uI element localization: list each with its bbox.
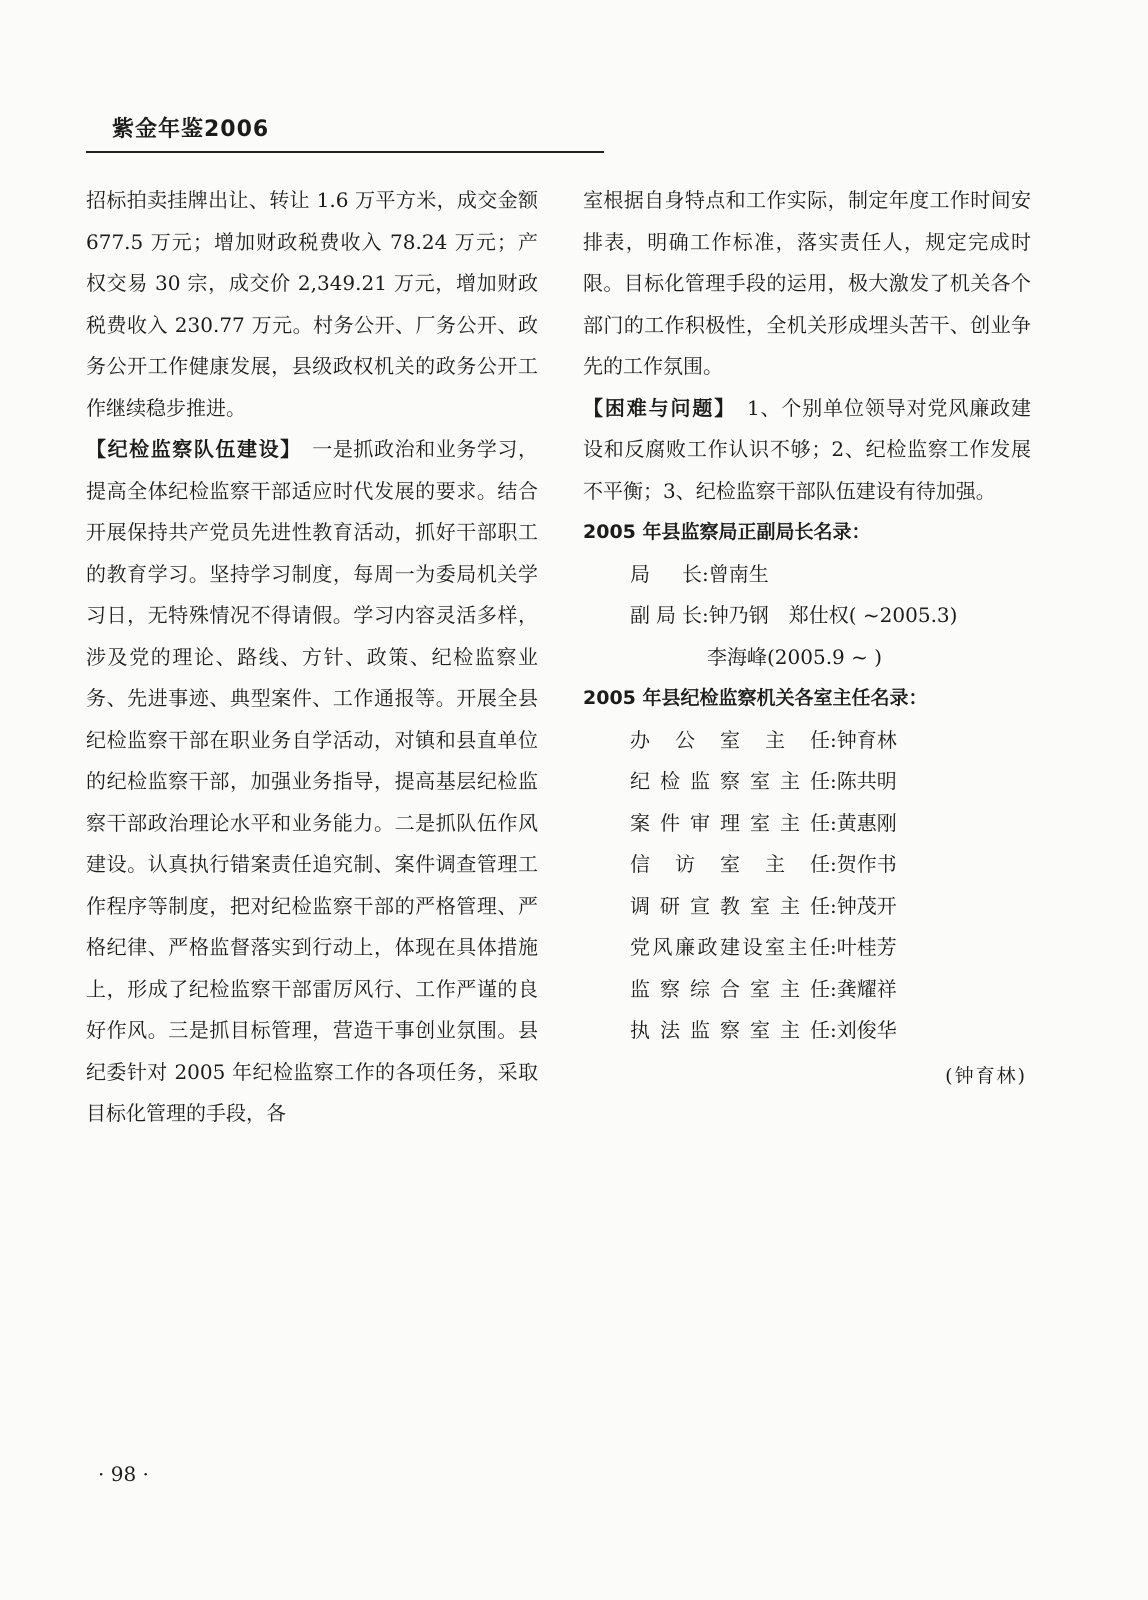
list-item (583, 595, 1031, 637)
role-label: 执法监察室主任 (630, 1018, 830, 1042)
paragraph: 室根据自身特点和工作实际，制定年度工作时间安排表，明确工作标准，落实责任人，规定完成时限。目标化管理手段的运用，极大激发了机关各个部门的工作积极性，全机关形成埋头苦干、创业争先的工作氛围。 (583, 188, 1031, 378)
role-label: 信访室主任 (630, 852, 830, 876)
list-item-continued (583, 637, 1031, 679)
list-item: 信访室主任 : 贺作书 (583, 844, 1031, 886)
person-names: 李海峰(2005.9 ~ ) (707, 644, 883, 669)
role-sep: : (702, 561, 709, 586)
person-names: 钟乃钢 郑仕权( ~2005.3) (708, 603, 958, 627)
list-item: 执法监察室主任 : 刘俊华 (583, 1010, 1031, 1052)
role-label: 党风廉政建设室主任 (630, 935, 830, 959)
list-item: 监察综合室主任 : 龚耀祥 (583, 969, 1031, 1011)
section-body: 一是抓政治和业务学习，提高全体纪检监察干部适应时代发展的要求。结合开展保持共产党员先进性教育活动，抓好干部职工的教育学习。坚持学习制度，每周一为委局机关学习日，无特殊情况不得请假。学习内容灵活多样，涉及党的理论、路线、方针、政策、纪检监察业务、先进事迹、典型案件、工作通报等。开展全县纪检监察干部在职业务自学活动，对镇和县直单位的纪检监察干部，加强业务指导，提高基层纪检监察干部政治理论水平和业务能力。二是抓队伍作风建设。认真执行错案责任追究制、案件调查管理工作程序等制度，把对纪检监察干部的严格管理、严格纪律、严格监督落实到行动上，体现在具体措施上，形成了纪检监察干部雷厉风行、工作严谨的良好作风。三是抓目标管理，营造干事创业氛围。县纪委针对 2005 年纪检监察工作的各项任务，采取目标化管理的手段，各 (86, 437, 539, 1125)
paragraph: 招标拍卖挂牌出让、转让 1.6 万平方米，成交金额 677.5 万元；增加财政税费收入 78.24 万元；产权交易 30 宗，成交价 2,349.21 万元，增加财政税费收入 230.77 万元。村务公开、厂务公开、政务公开工作健康发展，县级政权机关的政务公开工作继续稳步推进。 (86, 188, 538, 420)
person-names: 刘俊华 (836, 1018, 897, 1042)
list-item: 办公室主任 : 钟育林 (583, 720, 1031, 762)
left-column (86, 180, 538, 1135)
header-rule (86, 151, 604, 153)
person-names: 贺作书 (836, 852, 897, 876)
list-item (583, 554, 1031, 596)
role-label: 局长 (630, 561, 702, 586)
section-heading: 【困难与问题】 (583, 395, 727, 420)
role-label: 监察综合室主任 (630, 976, 830, 1001)
list-title: 2005 年县纪检监察机关各室主任名录： (583, 687, 928, 709)
section-heading: 【纪检监察队伍建设】 (86, 437, 292, 461)
list-item: 调研宣教室主任 : 钟茂开 (583, 886, 1031, 928)
role-label: 案件审理室主任 (630, 810, 830, 835)
role-label: 调研宣教室主任 (630, 893, 830, 918)
person-names: 钟茂开 (836, 893, 897, 918)
list-item: 纪检监察室主任 : 陈共明 (583, 761, 1031, 803)
person-names: 陈共明 (836, 769, 897, 793)
right-column (583, 180, 1031, 1097)
person-names: 龚耀祥 (836, 976, 897, 1001)
role-label: 纪检监察室主任 (630, 769, 830, 793)
section-paragraph (583, 388, 1031, 513)
person-names: 钟育林 (836, 727, 897, 752)
role-sep: : (702, 603, 709, 627)
list-item: 案件审理室主任 : 黄惠刚 (583, 803, 1031, 845)
person-names: 黄惠刚 (836, 810, 897, 835)
role-label: 副局长 (630, 603, 702, 627)
page-number: · 98 · (98, 1462, 149, 1486)
running-header: 紫金年鉴2006 (112, 117, 270, 142)
section-body: 1、个别单位领导对党风廉政建设和反腐败工作认识不够；2、纪检监察工作发展不平衡；3、纪检监察干部队伍建设有待加强。 (583, 395, 1031, 503)
author-signature: (钟育林) (945, 1064, 1027, 1087)
list-item: 党风廉政建设室主任 : 叶桂芳 (583, 927, 1031, 969)
person-names: 曾南生 (708, 561, 769, 586)
person-names: 叶桂芳 (836, 935, 897, 959)
section-paragraph (86, 429, 538, 1135)
role-label: 办公室主任 (630, 727, 830, 752)
list-title: 2005 年县监察局正副局长名录： (583, 521, 871, 543)
